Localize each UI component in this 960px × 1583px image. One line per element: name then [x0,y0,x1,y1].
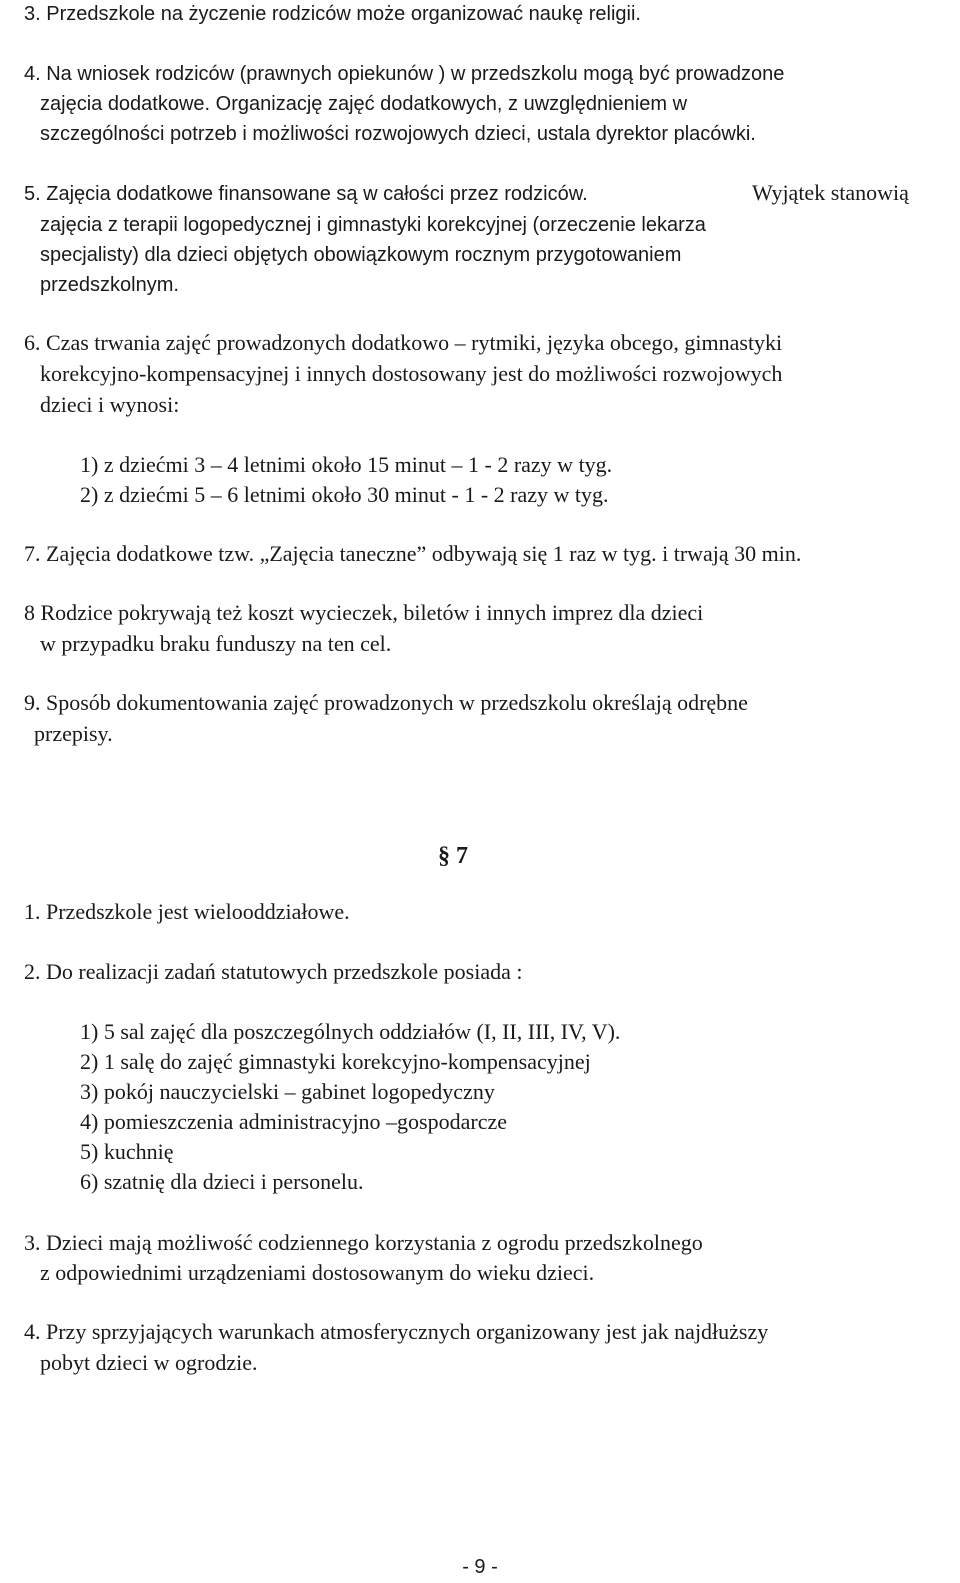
item-8-line-1: 8 Rodzice pokrywają też koszt wycieczek, biletów i innych imprez dla dzieci [24,600,704,625]
s7-item-2-list-2: 2) 1 salę do zajęć gimnastyki korekcyjno-kompensacyjnej [80,1049,591,1074]
item-6-sub-2: 2) z dziećmi 5 – 6 letnimi około 30 minut - 1 - 2 razy w tyg. [80,482,609,507]
page-number: - 9 - [462,1556,498,1578]
item-6-line-1: 6. Czas trwania zajęć prowadzonych dodatkowo – rytmiki, języka obcego, gimnastyki [24,330,783,355]
item-4-line-2: zajęcia dodatkowe. Organizację zajęć dodatkowych, z uwzględnieniem w [40,93,688,115]
item-9-line-2: przepisy. [34,721,113,746]
s7-item-2-list-6: 6) szatnię dla dzieci i personelu. [80,1169,364,1194]
s7-item-2-list-3: 3) pokój nauczycielski – gabinet logopedyczny [80,1079,495,1104]
s7-item-4-line-1: 4. Przy sprzyjających warunkach atmosferycznych organizowany jest jak najdłuższy [24,1319,769,1344]
item-3: 3. Przedszkole na życzenie rodziców może organizować naukę religii. [24,3,641,25]
s7-item-3-line-2: z odpowiednimi urządzeniami dostosowanym do wieku dzieci. [40,1260,595,1285]
item-4-line-1: 4. Na wniosek rodziców (prawnych opiekunów ) w przedszkolu mogą być prowadzone [24,63,785,85]
item-5-line-1-b: Wyjątek stanowią [752,180,909,205]
item-5-line-4: przedszkolnym. [40,274,179,296]
item-9-line-1: 9. Sposób dokumentowania zajęć prowadzonych w przedszkolu określają odrębne [24,690,748,715]
s7-item-2-list-1: 1) 5 sal zajęć dla poszczególnych oddziałów (I, II, III, IV, V). [80,1019,621,1044]
item-6-sub-1: 1) z dziećmi 3 – 4 letnimi około 15 minut – 1 - 2 razy w tyg. [80,452,613,477]
item-5-line-3: specjalisty) dla dzieci objętych obowiązkowym rocznym przygotowaniem [40,244,682,266]
item-5-line-1: 5. Zajęcia dodatkowe finansowane są w całości przez rodziców. [24,183,588,205]
item-5-line-2: zajęcia z terapii logopedycznej i gimnastyki korekcyjnej (orzeczenie lekarza [40,214,706,236]
s7-item-2-list-4: 4) pomieszczenia administracyjno –gospodarcze [80,1109,508,1134]
s7-item-2: 2. Do realizacji zadań statutowych przedszkole posiada : [24,959,523,984]
s7-item-3-line-1: 3. Dzieci mają możliwość codziennego korzystania z ogrodu przedszkolnego [24,1230,703,1255]
s7-item-4-line-2: pobyt dzieci w ogrodzie. [40,1350,258,1375]
s7-item-1: 1. Przedszkole jest wielooddziałowe. [24,899,350,924]
section-heading: § 7 [438,843,468,869]
item-6-line-3: dzieci i wynosi: [40,392,180,417]
item-8-line-2: w przypadku braku funduszy na ten cel. [40,631,392,656]
s7-item-2-list-5: 5) kuchnię [80,1139,174,1164]
item-4-line-3: szczególności potrzeb i możliwości rozwojowych dzieci, ustala dyrektor placówki. [40,123,756,145]
item-6-line-2: korekcyjno-kompensacyjnej i innych dostosowany jest do możliwości rozwojowych [40,361,783,386]
item-7: 7. Zajęcia dodatkowe tzw. „Zajęcia taneczne” odbywają się 1 raz w tyg. i trwają 30 min. [24,541,802,566]
